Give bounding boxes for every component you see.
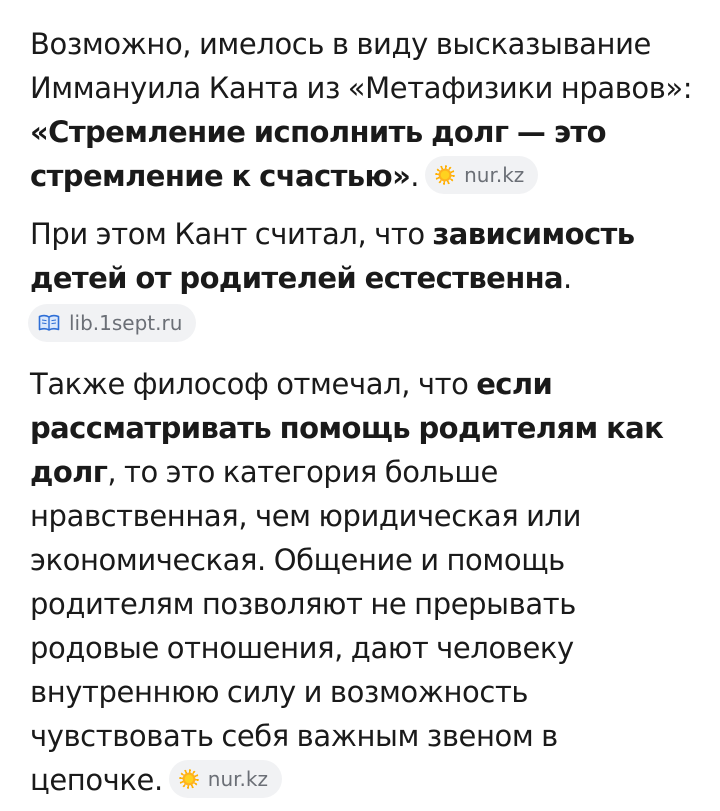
source-chip-nur-kz[interactable] xyxy=(169,760,282,798)
paragraph-text: . xyxy=(410,159,420,193)
source-chip-lib-1sept[interactable] xyxy=(28,304,196,342)
source-label: lib.1sept.ru xyxy=(69,311,183,335)
source-label: nur.kz xyxy=(207,767,268,791)
paragraph-text: Также философ отмечал, что xyxy=(30,367,477,401)
paragraph-duty xyxy=(30,362,696,802)
paragraph-text: Возможно, имелось в виду высказывание Иммануила Канта из «Метафизики нравов»: xyxy=(30,27,693,105)
sun-icon xyxy=(179,769,199,789)
book-icon xyxy=(38,314,60,332)
source-row xyxy=(28,300,696,346)
paragraph-kant-quote xyxy=(30,22,696,198)
paragraph-text: При этом Кант считал, что xyxy=(30,217,433,251)
paragraph-dependence xyxy=(30,212,696,300)
quote-bold: «Стремление исполнить долг — это стремление к счастью» xyxy=(30,115,606,193)
duty-bold: если рассматривать помощь родителям как долг xyxy=(30,367,664,489)
source-chip-nur-kz[interactable] xyxy=(425,156,538,194)
sun-icon xyxy=(435,165,455,185)
source-label: nur.kz xyxy=(464,163,525,187)
dependence-bold: зависимость детей от родителей естественна xyxy=(30,217,635,295)
paragraph-text: . xyxy=(563,261,572,295)
paragraph-text: , то это категория больше нравственная, чем юридическая или экономическая. Общение и помощь родителям позволяют не прерывать родовые отношения, дают человеку внутреннюю силу и возможность чувствовать себя важным звеном в цепочке. xyxy=(30,455,582,797)
